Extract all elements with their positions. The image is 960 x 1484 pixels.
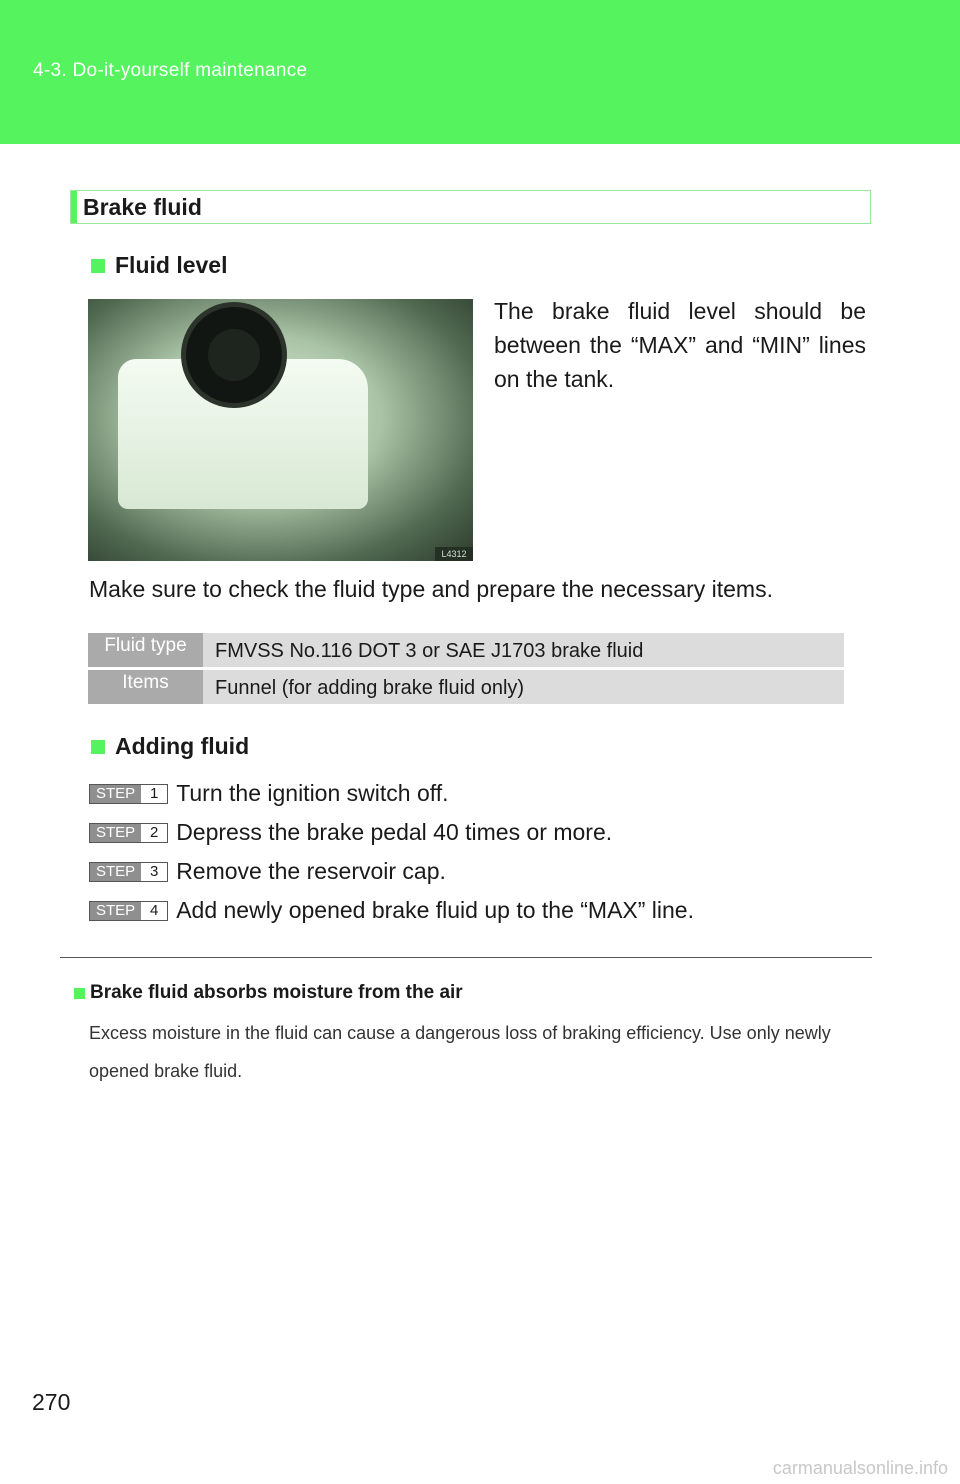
breadcrumb: 4-3. Do-it-yourself maintenance (33, 60, 308, 81)
step-item (89, 852, 694, 891)
step-badge (89, 862, 168, 882)
spec-value: Funnel (for adding brake fluid only) (203, 670, 844, 704)
fluid-level-heading-text: Fluid level (115, 252, 228, 278)
brake-fluid-reservoir-photo (88, 299, 473, 561)
spec-value: FMVSS No.116 DOT 3 or SAE J1703 brake fluid (203, 633, 844, 667)
step-list (89, 774, 694, 930)
check-instructions: Make sure to check the fluid type and prepare the necessary items. (89, 576, 773, 602)
section-title-bar (70, 190, 871, 224)
square-bullet-icon (91, 740, 105, 754)
step-item (89, 813, 694, 852)
step-word: STEP (90, 863, 141, 881)
fluid-level-heading (91, 252, 227, 279)
page-header (0, 0, 960, 144)
step-badge (89, 823, 168, 843)
step-number: 3 (141, 863, 167, 881)
square-bullet-icon (91, 259, 105, 273)
step-number: 2 (141, 824, 167, 842)
spec-row-fluid-type (88, 633, 844, 667)
step-text: Depress the brake pedal 40 times or more. (176, 819, 613, 845)
step-text: Remove the reservoir cap. (176, 858, 446, 884)
step-number: 4 (141, 902, 167, 920)
section-title: Brake fluid (83, 194, 202, 220)
section-accent (71, 191, 77, 223)
step-word: STEP (90, 902, 141, 920)
spec-label: Items (88, 670, 203, 704)
divider (60, 957, 872, 958)
spec-table (88, 633, 844, 707)
image-code: L4312 (435, 547, 473, 561)
square-bullet-icon (74, 988, 85, 999)
step-item (89, 891, 694, 930)
watermark: carmanualsonline.info (772, 1458, 948, 1478)
step-word: STEP (90, 785, 141, 803)
step-text: Add newly opened brake fluid up to the “MAX” line. (176, 897, 694, 923)
fluid-level-description: The brake fluid level should be between the “MAX” and “MIN” lines on the tank. (494, 298, 866, 392)
step-item (89, 774, 694, 813)
spec-label: Fluid type (88, 633, 203, 667)
step-badge (89, 901, 168, 921)
page-number: 270 (32, 1389, 71, 1415)
step-badge (89, 784, 168, 804)
note-heading (74, 982, 463, 1004)
step-text: Turn the ignition switch off. (176, 780, 449, 806)
spec-row-items (88, 670, 844, 704)
adding-fluid-heading-text: Adding fluid (115, 733, 250, 759)
step-word: STEP (90, 824, 141, 842)
note-heading-text: Brake fluid absorbs moisture from the air (90, 982, 463, 1003)
adding-fluid-heading (91, 733, 249, 760)
reservoir-cap-center (208, 329, 260, 381)
note-body: Excess moisture in the fluid can cause a dangerous loss of braking efficiency. Use only newly opened brake fluid. (89, 1023, 831, 1081)
step-number: 1 (141, 785, 167, 803)
